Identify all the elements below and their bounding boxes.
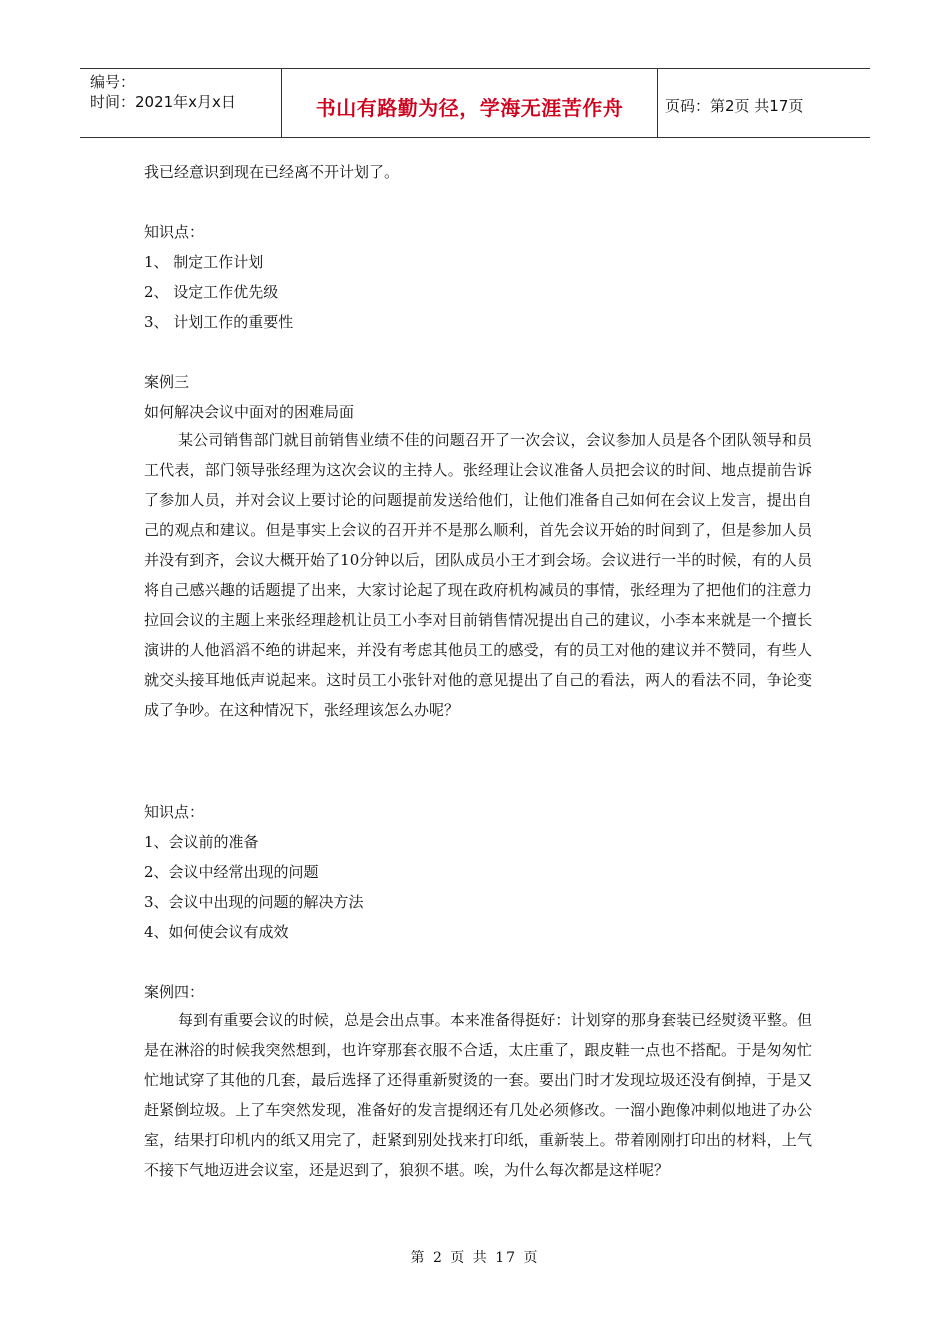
kp1-title: 知识点： xyxy=(144,223,205,241)
header-motto-cell xyxy=(281,69,658,137)
case3-title: 案例三 xyxy=(144,373,190,391)
page-info: 页码：第2页 共17页 xyxy=(665,97,804,115)
date-line: 时间：2021年x月x日 xyxy=(90,93,236,111)
page-footer: 第 2 页 共 17 页 xyxy=(410,1250,540,1266)
kp2-item: 4、如何使会议有成效 xyxy=(144,923,289,941)
page-header xyxy=(80,68,870,138)
header-meta-cell xyxy=(80,69,281,137)
header-page-cell xyxy=(657,69,870,137)
kp2-item: 3、会议中出现的问题的解决方法 xyxy=(144,893,364,911)
kp2-item: 2、会议中经常出现的问题 xyxy=(144,863,319,881)
case4-title: 案例四： xyxy=(144,983,205,1001)
kp1-item: 2、 设定工作优先级 xyxy=(144,283,279,301)
serial-label: 编号： xyxy=(90,73,136,91)
case3-paragraph: 某公司销售部门就目前销售业绩不佳的问题召开了一次会议，会议参加人员是各个团队领导和员工代表，部门领导张经理为这次会议的主持人。张经理让会议准备人员把会议的时间、地点提前告诉了参加人员，并对会议上要讨论的问题提前发送给他们，让他们准备自己如何在会议上发言，提出自己的观点和建议。但是事实上会议的召开并不是那么顺利，首先会议开始的时间到了，但是参加人员并没有到齐，会议大概开始了10分钟以后，团队成员小王才到会场。会议进行一半的时候，有的人员将自己感兴趣的话题提了出来，大家讨论起了现在政府机构减员的事情，张经理为了把他们的注意力拉回会议的主题上来张经理趁机让员工小李对目前销售情况提出自己的建议，小李本来就是一个擅长演讲的人他滔滔不绝的讲起来，并没有考虑其他员工的感受，有的员工对他的建议并不赞同，有些人就交头接耳地低声说起来。这时员工小张针对他的意见提出了自己的看法，两人的看法不同，争论变成了争吵。在这种情况下，张经理该怎么办呢？ xyxy=(144,431,812,719)
case4-paragraph: 每到有重要会议的时候，总是会出点事。本来准备得挺好：计划穿的那身套装已经熨烫平整。但是在淋浴的时候我突然想到，也许穿那套衣服不合适，太庄重了，跟皮鞋一点也不搭配。于是匆匆忙忙地试穿了其他的几套，最后选择了还得重新熨烫的一套。要出门时才发现垃圾还没有倒掉，于是又赶紧倒垃圾。上了车突然发现，准备好的发言提纲还有几处必须修改。一溜小跑像冲刺似地进了办公室，结果打印机内的纸又用完了，赶紧到别处找来打印纸，重新装上。带着刚刚打印出的材料，上气不接下气地迈进会议室，还是迟到了，狼狈不堪。唉，为什么每次都是这样呢？ xyxy=(144,1011,812,1179)
motto: 书山有路勤为径，学海无涯苦作舟 xyxy=(315,96,624,120)
kp2-item: 1、会议前的准备 xyxy=(144,833,259,851)
kp1-item: 3、 计划工作的重要性 xyxy=(144,313,294,331)
intro-line: 我已经意识到现在已经离不开计划了。 xyxy=(144,163,400,181)
kp1-item: 1、 制定工作计划 xyxy=(144,253,264,271)
case3-subtitle: 如何解决会议中面对的困难局面 xyxy=(144,403,355,421)
kp2-title: 知识点： xyxy=(144,803,205,821)
